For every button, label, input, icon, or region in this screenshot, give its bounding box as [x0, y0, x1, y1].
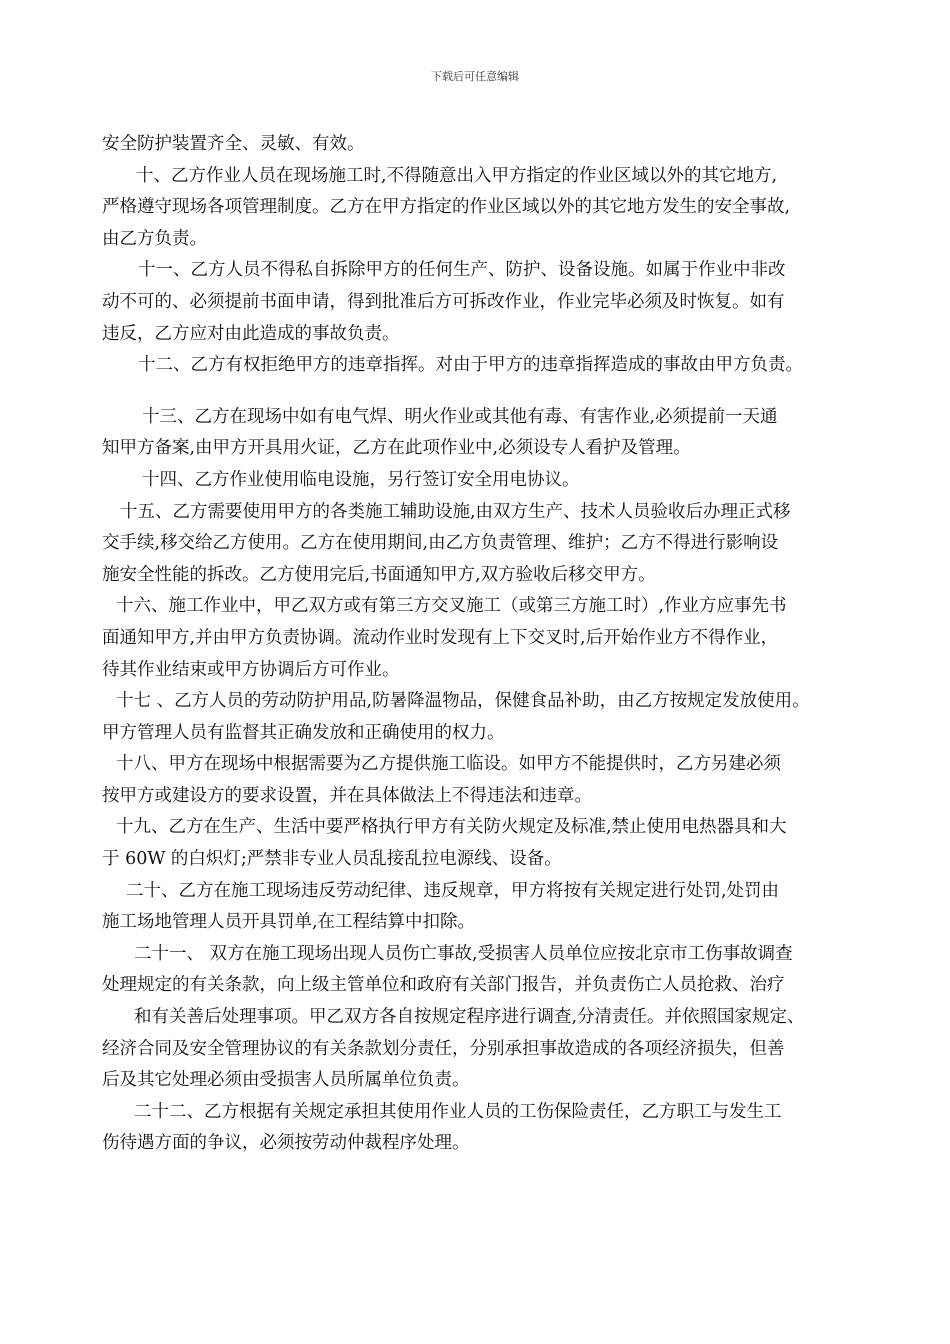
paragraph-clause-10: [102, 161, 872, 256]
paragraph-line: 二十二、乙方根据有关规定承担其使用作业人员的工伤保险责任，乙方职工与发生工: [134, 1101, 782, 1122]
paragraph-clause-20: [102, 876, 872, 939]
paragraph-clause-11: [102, 255, 872, 350]
paragraph-clause-16: [102, 591, 872, 686]
paragraph-line: 十一、乙方人员不得私自拆除甲方的任何生产、防护、设备设施。如属于作业中非改: [138, 260, 786, 281]
paragraph-line: 甲方管理人员有监督其正确发放和正确使用的权力。: [102, 722, 505, 743]
paragraph-clause-18: [102, 749, 872, 812]
paragraph-clause-15: [102, 497, 872, 592]
paragraph-clause-14: [102, 465, 872, 497]
paragraph-line: 十八、甲方在现场中根据需要为乙方提供施工临设。如甲方不能提供时，乙方另建必须: [116, 754, 781, 775]
paragraph-line: 交手续,移交给乙方使用。乙方在使用期间,由乙方负责管理、维护；乙方不得进行影响设: [102, 533, 779, 554]
paragraph-line: 十九、乙方在生产、生活中要严格执行甲方有关防火规定及标准,禁止使用电热器具和大: [116, 817, 787, 838]
paragraph-clause-17: [102, 686, 872, 749]
paragraph-line: 待其作业结束或甲方协调后方可作业。: [102, 659, 400, 680]
document-body: [102, 129, 872, 1160]
paragraph-clause-12: [102, 350, 872, 382]
paragraph-line: 处理规定的有关条款，向上级主管单位和政府有关部门报告，并负责伤亡人员抢救、治疗: [102, 975, 785, 996]
paragraph-line: 由乙方负责。: [102, 228, 207, 249]
paragraph-clause-22: [102, 1097, 872, 1160]
paragraph-line: 施工场地管理人员开具罚单,在工程结算中扣除。: [102, 912, 476, 933]
paragraph-clause-19: [102, 812, 872, 875]
paragraph-line: 十六、施工作业中，甲乙双方或有第三方交叉施工（或第三方施工时）,作业方应事先书: [116, 596, 787, 617]
paragraph-clause-13: [102, 402, 872, 465]
paragraph-line: 十三、乙方在现场中如有电气焊、明火作业或其他有毒、有害作业,必须提前一天通: [142, 406, 778, 427]
paragraph: [102, 129, 872, 161]
paragraph-line: 按甲方或建设方的要求设置，并在具体做法上不得违法和违章。: [102, 785, 592, 806]
paragraph-line: 安全防护装置齐全、灵敏、有效。: [102, 134, 365, 154]
paragraph-line: 十、乙方作业人员在现场施工时,不得随意出入甲方指定的作业区域以外的其它地方,: [136, 165, 778, 186]
paragraph-line: 二十、乙方在施工现场违反劳动纪律、违反规章，甲方将按有关规定进行处罚,处罚由: [126, 880, 780, 901]
paragraph-line: 严格遵守现场各项管理制度。乙方在甲方指定的作业区域以外的其它地方发生的安全事故,: [102, 197, 791, 218]
paragraph-clause-21-cont: [102, 1002, 872, 1097]
paragraph-line: 伤待遇方面的争议，必须按劳动仲裁程序处理。: [102, 1133, 470, 1154]
blank-line: [102, 382, 872, 402]
paragraph-clause-21: [102, 939, 872, 1002]
paragraph-line: 施安全性能的拆改。乙方使用完后,书面通知甲方,双方验收后移交甲方。: [102, 564, 656, 585]
paragraph-line: 知甲方备案,由甲方开具用火证，乙方在此项作业中,必须设专人看护及管理。: [102, 438, 691, 459]
paragraph-line: 动不可的、必须提前书面申请，得到批准后方可拆改作业，作业完毕必须及时恢复。如有: [102, 291, 785, 312]
paragraph-line: 十五、乙方需要使用甲方的各类施工辅助设施,由双方生产、技术人员验收后办理正式移: [120, 501, 791, 522]
paragraph-line: 于 60W 的白炽灯;严禁非专业人员乱接乱拉电源线、设备。: [102, 849, 562, 870]
paragraph-line: 后及其它处理必须由受损害人员所属单位负责。: [102, 1070, 470, 1091]
paragraph-line: 和有关善后处理事项。甲乙双方各自按规定程序进行调查,分清责任。并依照国家规定、: [134, 1007, 805, 1028]
page-header: 下载后可任意编辑: [431, 70, 519, 83]
paragraph-line: 违反，乙方应对由此造成的事故负责。: [102, 323, 400, 344]
paragraph-line: 十四、乙方作业使用临电设施，另行签订安全用电协议。: [142, 469, 580, 490]
paragraph-line: 十二、乙方有权拒绝甲方的违章指挥。对由于甲方的违章指挥造成的事故由甲方负责。: [138, 355, 803, 376]
paragraph-line: 面通知甲方,并由甲方负责协调。流动作业时发现有上下交叉时,后开始作业方不得作业，: [102, 627, 779, 648]
paragraph-line: 经济合同及安全管理协议的有关条款划分责任，分别承担事故造成的各项经济损失，但善: [102, 1038, 785, 1059]
paragraph-line: 十七 、乙方人员的劳动防护用品,防暑降温物品，保健食品补助，由乙方按规定发放使用。: [116, 691, 810, 712]
paragraph-line: 二十一、 双方在施工现场出现人员伤亡事故,受损害人员单位应按北京市工伤事故调查: [134, 943, 793, 964]
